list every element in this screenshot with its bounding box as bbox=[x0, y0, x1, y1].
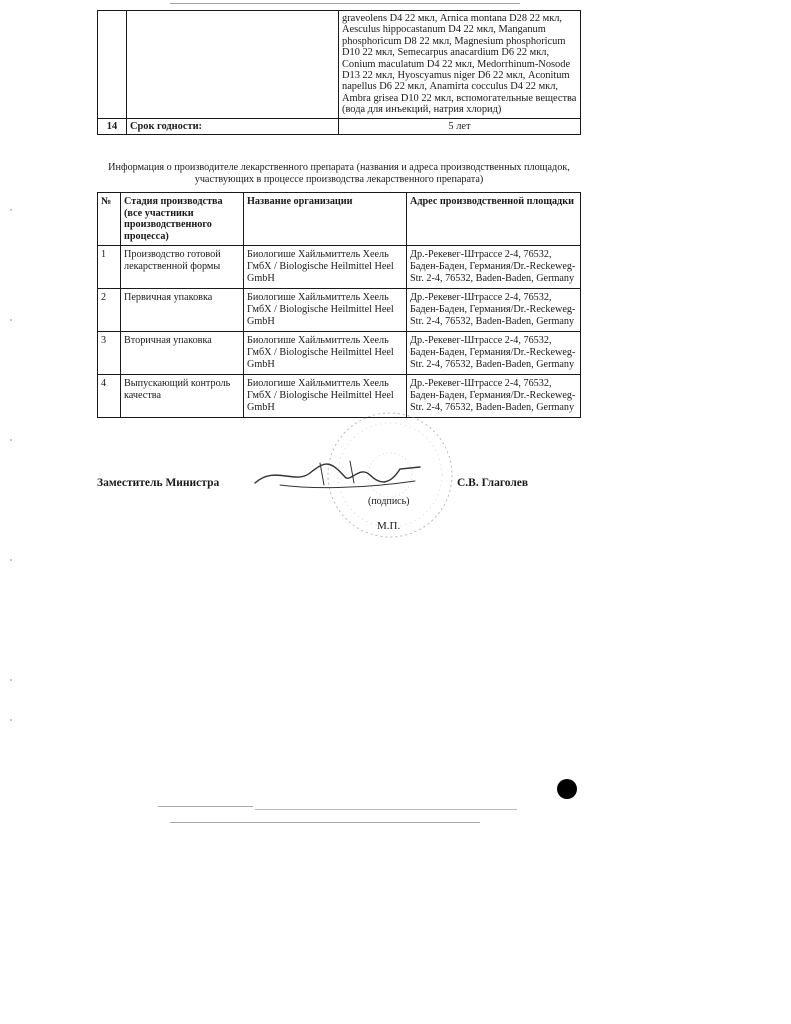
row-stage: Выпускающий контроль качества bbox=[121, 375, 244, 418]
signatory-title: Заместитель Министра bbox=[97, 477, 220, 489]
stamp-place-caption: М.П. bbox=[377, 520, 401, 532]
row-org: Биологише Хайльмиттель Хеель ГмбХ / Biologische Heilmittel Heel GmbH bbox=[244, 375, 407, 418]
row-address: Др.-Рекевег-Штрассе 2-4, 76532, Баден-Баден, Германия/Dr.-Reckeweg-Str. 2-4, 76532, Baden-Baden, Germany bbox=[407, 375, 581, 418]
signatory-name: С.В. Глаголев bbox=[457, 477, 529, 489]
row-stage: Вторичная упаковка bbox=[121, 332, 244, 375]
table-row bbox=[98, 332, 581, 375]
manufacturer-table-header bbox=[98, 193, 581, 246]
table-row bbox=[98, 289, 581, 332]
shelf-life-value: 5 лет bbox=[339, 118, 581, 134]
row-num: 2 bbox=[98, 289, 121, 332]
manufacturer-table bbox=[97, 192, 581, 418]
composition-table bbox=[97, 10, 581, 135]
scan-artifact-bottom-1 bbox=[158, 806, 253, 807]
composition-row bbox=[98, 11, 581, 119]
signature-caption: (подпись) bbox=[368, 496, 410, 507]
shelf-life-num: 14 bbox=[98, 118, 127, 134]
composition-num-cell bbox=[98, 11, 127, 119]
header-num: № bbox=[98, 193, 121, 246]
header-org: Название организации bbox=[244, 193, 407, 246]
scan-artifact-top bbox=[170, 3, 520, 4]
row-address: Др.-Рекевег-Штрассе 2-4, 76532, Баден-Баден, Германия/Dr.-Reckeweg-Str. 2-4, 76532, Baden-Baden, Germany bbox=[407, 289, 581, 332]
composition-label-cell bbox=[127, 11, 339, 119]
row-org: Биологише Хайльмиттель Хеель ГмбХ / Biologische Heilmittel Heel GmbH bbox=[244, 332, 407, 375]
row-num: 4 bbox=[98, 375, 121, 418]
row-address: Др.-Рекевег-Штрассе 2-4, 76532, Баден-Баден, Германия/Dr.-Reckeweg-Str. 2-4, 76532, Baden-Baden, Germany bbox=[407, 332, 581, 375]
row-org: Биологише Хайльмиттель Хеель ГмбХ / Biologische Heilmittel Heel GmbH bbox=[244, 246, 407, 289]
composition-text: graveolens D4 22 мкл, Arnica montana D28 22 мкл, Aesculus hippocastanum D4 22 мкл, Manganum phosphoricum D8 22 мкл, Magnesium phosphoricum D10 22 мкл, Semecarpus anacardium D6 22 мкл, Conium maculatum D4 22 мкл, Medorrhinum-Nosode D13 22 мкл, Hyoscyamus niger D6 22 мкл, Aconitum napellus D6 22 мкл, Anamirta cocculus D4 22 мкл, Ambra grisea D10 22 мкл, вспомогательные вещества (вода для инъекций, натрия хлорид) bbox=[339, 11, 581, 119]
margin-scan-dots bbox=[8, 200, 14, 740]
handwritten-signature-icon bbox=[250, 455, 430, 495]
scan-artifact-bottom-2 bbox=[255, 809, 517, 810]
row-stage: Первичная упаковка bbox=[121, 289, 244, 332]
shelf-life-row bbox=[98, 118, 581, 134]
row-org: Биологише Хайльмиттель Хеель ГмбХ / Biologische Heilmittel Heel GmbH bbox=[244, 289, 407, 332]
header-address: Адрес производственной площадки bbox=[407, 193, 581, 246]
row-stage: Производство готовой лекарственной формы bbox=[121, 246, 244, 289]
manufacturer-info-caption: Информация о производителе лекарственного препарата (названия и адреса производственных площадок, участвующих в процессе производства лекарственного препарата) bbox=[108, 162, 570, 185]
header-stage: Стадия производства (все участники производственного процесса) bbox=[121, 193, 244, 246]
shelf-life-label: Срок годности: bbox=[127, 118, 339, 134]
punch-hole-mark bbox=[557, 779, 577, 799]
row-num: 3 bbox=[98, 332, 121, 375]
row-num: 1 bbox=[98, 246, 121, 289]
scan-artifact-bottom-3 bbox=[170, 822, 480, 823]
row-address: Др.-Рекевег-Штрассе 2-4, 76532, Баден-Баден, Германия/Dr.-Reckeweg-Str. 2-4, 76532, Baden-Baden, Germany bbox=[407, 246, 581, 289]
table-row bbox=[98, 246, 581, 289]
